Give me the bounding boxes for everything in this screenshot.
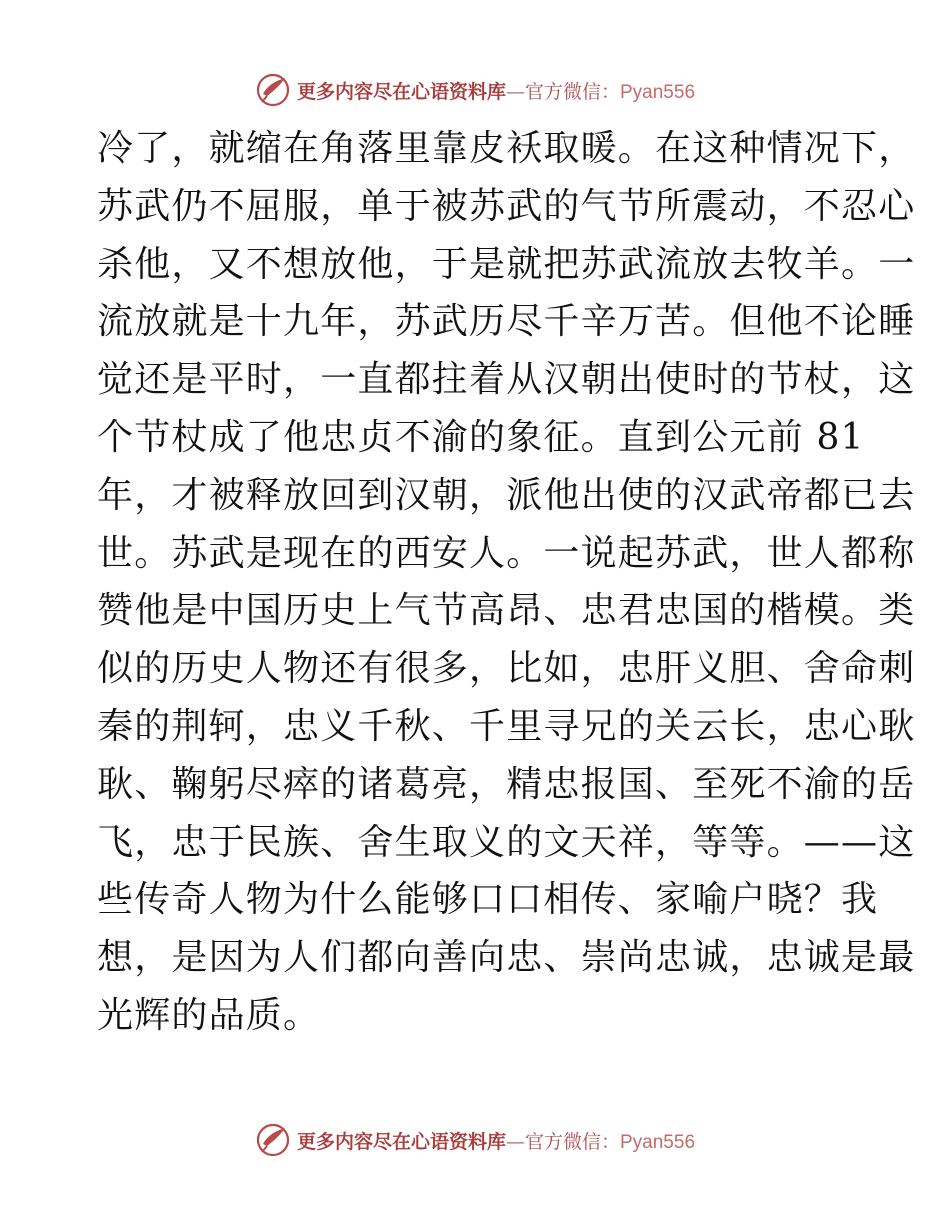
watermark-separator: — [505,80,525,103]
document-body [97,120,916,1045]
watermark-text [297,77,695,104]
watermark-label: 官方微信： [524,80,620,103]
header-watermark [0,70,950,110]
footer-watermark [0,1120,950,1160]
text-line: 些传奇人物为什么能够口口相传、家喻户晓？我 [97,879,879,921]
text-line: 光辉的品质。 [97,994,321,1036]
text-line: 秦的荆轲，忠义千秋、千里寻兄的关云长，忠心耿 [97,705,916,747]
text-line: 想，是因为人们都向善向忠、崇尚忠诚，忠诚是最 [97,937,916,979]
text-line: 世。苏武是现在的西安人。一说起苏武，世人都称 [97,532,916,574]
watermark-label: 官方微信： [524,1130,620,1153]
watermark-text [297,1127,695,1154]
text-line: 觉还是平时，一直都拄着从汉朝出使时的节杖，这 [97,359,916,401]
watermark-account: Pyan556 [620,81,696,103]
watermark-brand: 更多内容尽在心语资料库 [296,80,506,103]
text-line: 冷了，就缩在角落里靠皮袄取暖。在这种情况下， [97,128,916,169]
watermark-account: Pyan556 [620,1131,696,1153]
quill-logo-icon [255,1122,291,1158]
text-line: 赞他是中国历史上气节高昂、忠君忠国的楷模。类 [97,590,916,632]
text-line: 流放就是十九年，苏武历尽千辛万苦。但他不论睡 [97,301,916,343]
text-line: 似的历史人物还有很多，比如，忠肝义胆、舍命刺 [97,648,916,690]
text-line: 苏武仍不屈服，单于被苏武的气节所震动，不忍心 [97,185,916,227]
text-line: 年，才被释放回到汉朝，派他出使的汉武帝都已去 [97,474,916,516]
text-line: 杀他，又不想放他，于是就把苏武流放去牧羊。一 [97,243,916,285]
quill-logo-icon [255,72,291,108]
text-line: 飞，忠于民族、舍生取义的文天祥，等等。——这 [97,821,916,863]
watermark-brand: 更多内容尽在心语资料库 [296,1130,506,1153]
text-line: 耿、鞠躬尽瘁的诸葛亮，精忠报国、至死不渝的岳 [97,763,916,805]
watermark-separator: — [505,1130,525,1153]
text-line: 个节杖成了他忠贞不渝的象征。直到公元前 81 [97,416,865,458]
